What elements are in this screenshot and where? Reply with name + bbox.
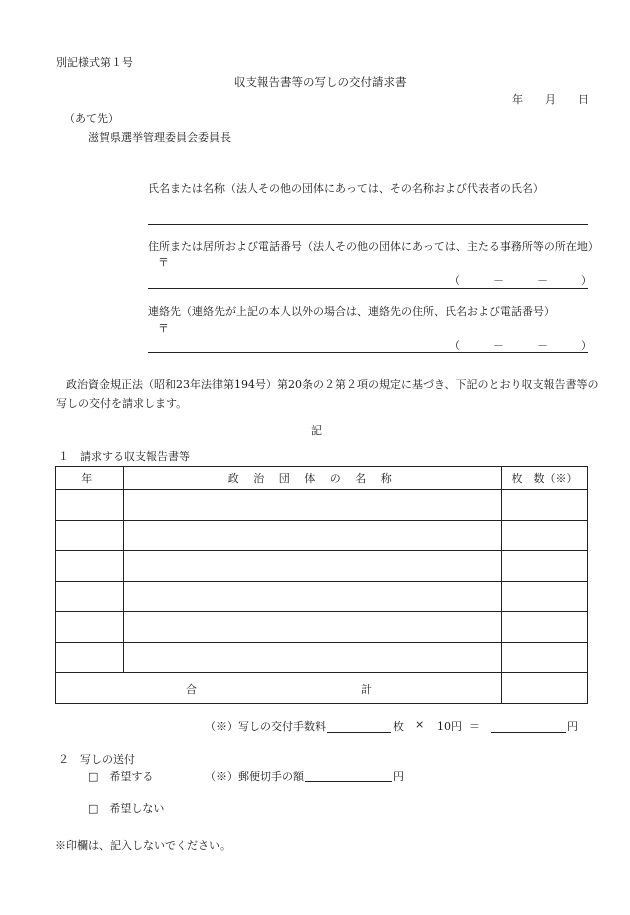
contact-postal-mark: 〒 <box>158 322 169 335</box>
form-number: 別記様式第１号 <box>56 56 133 69</box>
fee-price: 10円 <box>437 720 462 733</box>
table-row <box>56 581 588 612</box>
cell-year[interactable] <box>56 581 124 612</box>
table-total-row <box>56 673 588 704</box>
postal-mark: 〒 <box>158 256 169 269</box>
cell-year[interactable] <box>56 551 124 582</box>
fee-sheets-field <box>327 732 391 733</box>
postage-unit: 円 <box>393 770 404 783</box>
cell-count <box>502 581 588 612</box>
header-year: 年 <box>56 467 124 490</box>
table-row <box>56 642 588 673</box>
table-row <box>56 612 588 643</box>
cell-group-name[interactable] <box>124 642 502 673</box>
cell-year[interactable] <box>56 520 124 551</box>
addressee: 滋賀県選挙管理委員会委員長 <box>88 131 231 144</box>
contact-label: 連絡先（連絡先が上記の本人以外の場合は、連絡先の住所、氏名および電話番号） <box>148 305 555 318</box>
postage-amount-field <box>305 781 392 782</box>
address-input-line[interactable] <box>148 288 588 289</box>
cell-group-name[interactable] <box>124 581 502 612</box>
name-label: 氏名または名称（法人その他の団体にあっては、その名称および代表者の氏名） <box>148 182 544 195</box>
fee-label: （※）写しの交付手数料 <box>205 720 326 733</box>
postage-label: （※）郵便切手の額 <box>205 770 304 783</box>
addressee-label: （あて先） <box>64 112 119 125</box>
table-row <box>56 490 588 521</box>
name-input-line[interactable] <box>148 224 588 225</box>
header-group-name: 政 治 団 体 の 名 称 <box>124 467 502 490</box>
cell-count <box>502 490 588 521</box>
total-label-right: 計 <box>361 683 372 696</box>
header-count: 枚 数（※） <box>502 467 588 490</box>
cell-count <box>502 551 588 582</box>
cell-year[interactable] <box>56 490 124 521</box>
cell-group-name[interactable] <box>124 612 502 643</box>
table-header-row <box>56 467 588 490</box>
table-row <box>56 520 588 551</box>
form-title: 収支報告書等の写しの交付請求書 <box>234 75 407 89</box>
footnote: ※印欄は、記入しないでください。 <box>55 839 231 852</box>
total-label-cell <box>56 673 502 704</box>
contact-phone-field[interactable]: （ － － ） <box>449 339 592 352</box>
cell-year[interactable] <box>56 642 124 673</box>
total-count-cell <box>502 673 588 704</box>
fee-unit-sheet: 枚 <box>393 720 404 733</box>
cell-group-name[interactable] <box>124 520 502 551</box>
body-text-line-2: 写しの交付を請求します。 <box>56 397 188 410</box>
fee-unit-yen: 円 <box>567 720 578 733</box>
cell-group-name[interactable] <box>124 551 502 582</box>
cell-year[interactable] <box>56 612 124 643</box>
table-row <box>56 551 588 582</box>
cell-group-name[interactable] <box>124 490 502 521</box>
total-label-left: 合 <box>186 683 197 696</box>
date-month-label: 月 <box>545 93 556 106</box>
request-table <box>55 466 588 704</box>
address-label: 住所または居所および電話番号（法人その他の団体にあっては、主たる事務所等の所在地） <box>148 240 599 253</box>
date-year-label: 年 <box>512 93 523 106</box>
section1-title: １ 請求する収支報告書等 <box>58 450 190 463</box>
contact-input-line[interactable] <box>148 352 588 353</box>
fee-times: × <box>415 718 425 731</box>
fee-equals: ＝ <box>469 720 480 733</box>
cell-count <box>502 520 588 551</box>
ki-heading: 記 <box>311 424 322 437</box>
option-not-want[interactable]: □ 希望しない <box>88 802 165 815</box>
date-day-label: 日 <box>578 93 589 106</box>
address-phone-field[interactable]: （ － － ） <box>449 274 592 287</box>
cell-count <box>502 612 588 643</box>
section2-title: ２ 写しの送付 <box>58 753 135 766</box>
fee-total-field <box>491 732 566 733</box>
body-text-line-1: 政治資金規正法（昭和23年法律第194号）第20条の２第２項の規定に基づき、下記のとおり収支報告書等の <box>66 378 599 391</box>
option-want[interactable]: □ 希望する <box>88 770 154 783</box>
cell-count <box>502 642 588 673</box>
